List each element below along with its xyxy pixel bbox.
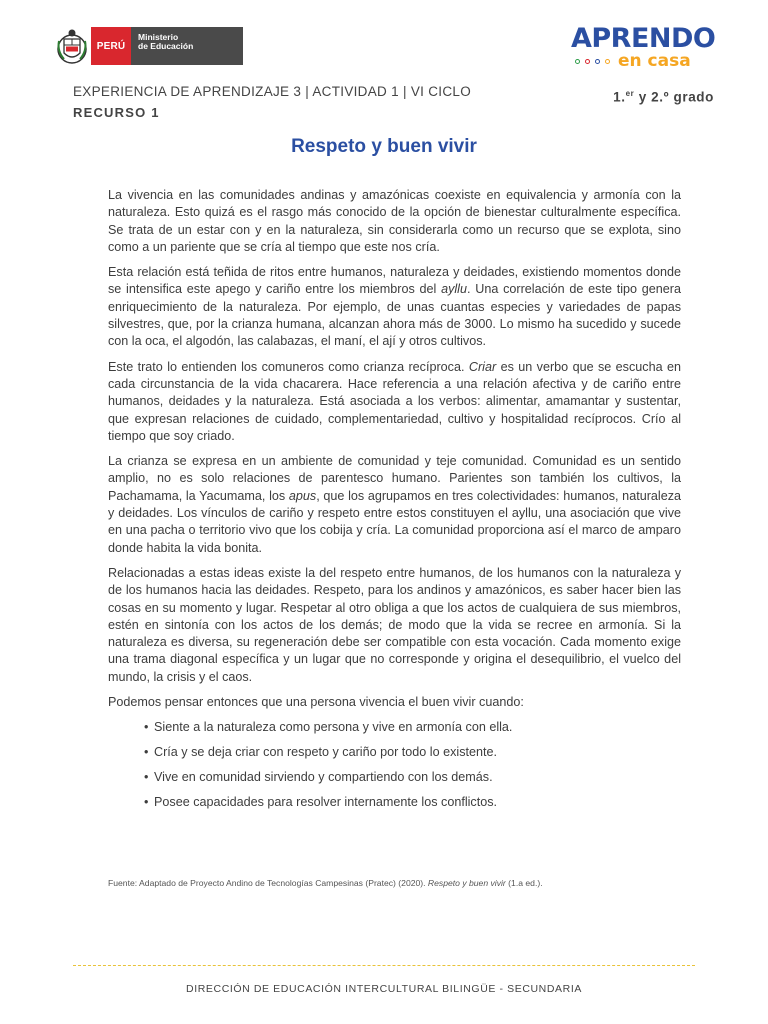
paragraph-3: Este trato lo entienden los comuneros como crianza recíproca. Criar es un verbo que se escucha en cada circunstancia de la vida chacarera. Hace referencia a una relación afectiva y de cariño entre humanos, deidades y la naturaleza. Está asociada a los verbos: alimentar, amamantar y sustentar, que expresan relaciones de cuidado, complementariedad, cultivo y hospitalidad recíprocos. Crío al tiempo que soy criado. [108,359,681,443]
paragraph-4: La crianza se expresa en un ambiente de comunidad y teje comunidad. Comunidad es un sentido amplio, no es solo relaciones de parentesco humano. Parientes son también los cultivos, la Pachamama, la Yacumama, los apus, que los agrupamos en tres colectividades: humanos, naturaleza y deidades. Los vínculos de cariño y respeto entre estos constituyen el ayllu, una asociación que vive en una pacha o territorio vivo que los cobija y cría. La comunidad proporciona así el marco de amparo donde habita la vida bonita. [108,454,681,555]
paragraph-1: La vivencia en las comunidades andinas y amazónicas coexiste en equivalencia y armonía con la naturaleza. Esto quizá es el rasgo más conocido de la opción de bienestar culturalmente específica. Se trata de un estar con y en la naturaleza, sin considerarla como un recurso que se explota, sino como a un pariente que se cría al tiempo que este nos cría. [108,188,681,254]
document-body [108,187,681,819]
source-citation: Fuente: Adaptado de Proyecto Andino de Tecnologías Campesinas (Pratec) (2020). Respeto y buen vivir (1.a ed.). [108,878,543,888]
list-item: • Posee capacidades para resolver internamente los conflictos. [154,794,681,811]
en-casa-wordmark: en casa [618,51,691,71]
paragraph-2: Esta relación está teñida de ritos entre humanos, naturaleza y deidades, existiendo momentos donde se intensifica este apego y cariño entre los miembros del ayllu. Una correlación de este tipo genera enriquecimiento de la naturaleza. Por ejemplo, de unas cuantas especies y variedades de papas silvestres, que, por la crianza humana, alcanzan ahora más de 3000. Lo mismo ha sucedido y sucede con la oca, el algodón, las calabazas, el maní, el ají y otros cultivos. [108,265,681,349]
aprendo-wordmark: APRENDO [571,23,716,54]
peru-coat-of-arms-icon [55,27,89,65]
aprendo-en-casa-logo [571,24,716,74]
grado-label: 1.$^{er}$ y 2.º grado [613,89,714,105]
minedu-logo [55,27,243,65]
buen-vivir-list [108,719,681,811]
list-item: • Siente a la naturaleza como persona y vive en armonía con ella. [154,719,681,736]
page-footer: DIRECCIÓN DE EDUCACIÓN INTERCULTURAL BILINGÜE - SECUNDARIA [186,983,582,995]
page-header [0,0,768,130]
peru-label: PERÚ [91,27,131,65]
ministerio-line-2: de Educación [138,41,194,51]
ministerio-line-1: Ministerio [138,32,179,42]
ministerio-label [131,27,243,65]
paragraph-6: Podemos pensar entonces que una persona vivencia el buen vivir cuando: [108,695,524,710]
footer-divider [73,965,695,966]
page-title: Respeto y buen vivir [291,136,477,157]
list-item: • Vive en comunidad sirviendo y compartiendo con los demás. [154,769,681,786]
recurso-label: RECURSO 1 [73,105,160,120]
dots-icon [575,59,610,64]
experiencia-heading: EXPERIENCIA DE APRENDIZAJE 3 | ACTIVIDAD 1 | VI CICLO [73,84,472,99]
paragraph-5: Relacionadas a estas ideas existe la del respeto entre humanos, de los humanos con la naturaleza y de los humanos hacia las deidades. Respeto, para los andinos y amazónicos, es saber hacer bien las cosas en su momento y lugar. Respetar al otro obliga a que los actos de cualquiera de sus miembros, estén en sintonía con los actos de los demás; de modo que la vida se recree en armonía. Si la naturaleza es diversa, su regeneración debe ser compatible con esta vocación. Cada momento exige una trama diagonal específica y un lugar que no corresponde y origina el desequilibrio, el vuelco del mundo, la crisis y el caos. [108,565,681,684]
list-item: • Cría y se deja criar con respeto y cariño por todo lo existente. [154,744,681,761]
